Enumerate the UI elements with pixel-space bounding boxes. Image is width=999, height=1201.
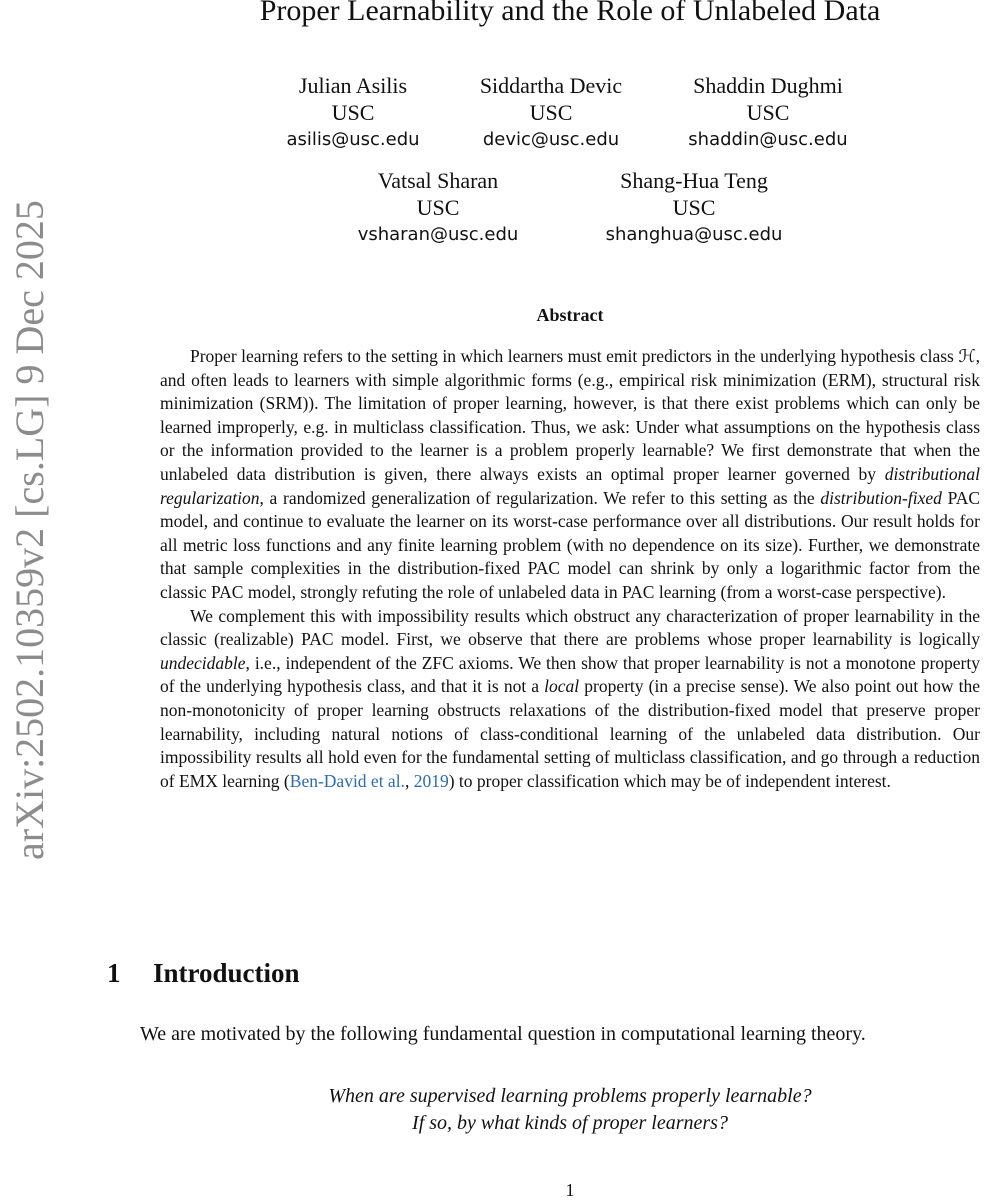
emphasis: undecidable: [160, 652, 246, 673]
paper-title: Proper Learnability and the Role of Unlabeled Data: [259, 0, 881, 27]
question-line: If so, by what kinds of proper learners?: [412, 1112, 728, 1134]
author-affiliation: USC: [416, 195, 460, 220]
emphasis: distributional regularization: [160, 463, 980, 508]
author-affiliation: USC: [529, 100, 573, 125]
emphasis: distribution-fixed: [820, 487, 942, 508]
author-name: Shaddin Dughmi: [693, 73, 843, 98]
author-email: devic@usc.edu: [482, 129, 620, 150]
citation-link[interactable]: Ben-David et al.: [289, 770, 405, 791]
section-title: Introduction: [153, 958, 300, 988]
author-name: Vatsal Sharan: [377, 168, 499, 193]
citation-year-link[interactable]: 2019: [413, 770, 449, 791]
author-affiliation: USC: [672, 195, 716, 220]
author-affiliation: USC: [331, 100, 375, 125]
intro-sentence: We are motivated by the following fundamental question in computational learning theory.: [140, 1023, 866, 1045]
author-block: [318, 167, 558, 248]
question-line: When are supervised learning problems properly learnable?: [328, 1085, 812, 1107]
author-block: [431, 72, 671, 153]
section-number: 1: [107, 958, 121, 988]
abstract-body: [160, 345, 980, 793]
author-email: shanghua@usc.edu: [605, 224, 783, 245]
author-affiliation: USC: [746, 100, 790, 125]
page-number: 1: [565, 1180, 575, 1200]
author-block: [574, 167, 814, 248]
author-name: Siddartha Devic: [479, 73, 623, 98]
author-name: Julian Asilis: [298, 73, 408, 98]
abstract-heading: Abstract: [536, 305, 604, 325]
motivating-question: [140, 1083, 999, 1137]
arxiv-identifier-stamp: arXiv:2502.10359v2 [cs.LG] 9 Dec 2025: [7, 200, 52, 860]
author-name: Shang-Hua Teng: [620, 168, 768, 193]
section-heading: [107, 958, 300, 989]
author-email: vsharan@usc.edu: [357, 224, 519, 245]
author-email: shaddin@usc.edu: [688, 129, 848, 150]
abstract-paragraph: Proper learning refers to the setting in which learners must emit predictors in the underlying hypothesis class ℋ, and often leads to learners with simple algorithmic forms (e.g., empirical risk minimization (ERM), structural risk minimization (SRM)). The limitation of proper learning, however, is that there exist problems which can only be learned improperly, e.g. in multiclass classification. Thus, we ask: Under what assumptions on the hypothesis class or the information provided to the learner is a problem properly learnable? We first demonstrate that when the unlabeled data distribution is given, there always exists an optimal proper learner governed by distributional regularization, a randomized generalization of regularization. We refer to this setting as the distribution-fixed PAC model, and continue to evaluate the learner on its worst-case performance over all distributions. Our result holds for all metric loss functions and any finite learning problem (with no dependence on its size). Further, we demonstrate that sample complexities in the distribution-fixed PAC model can shrink by only a logarithmic factor from the classic PAC model, strongly refuting the role of unlabeled data in PAC learning (from a worst-case perspective).: [160, 346, 981, 602]
author-block: [648, 72, 888, 153]
author-email: asilis@usc.edu: [286, 129, 420, 150]
emphasis: local: [544, 676, 580, 697]
abstract-paragraph: We complement this with impossibility results which obstruct any characterization of proper learnability in the classic (realizable) PAC model. First, we observe that there are problems whose proper learnability is logically undecidable, i.e., independent of the ZFC axioms. We then show that proper learnability is not a monotone property of the underlying hypothesis class, and that it is not a local property (in a precise sense). We also point out how the non-monotonicity of proper learning obstructs relaxations of the distribution-fixed model that preserve proper learnability, including natural notions of class-conditional learning of the unlabeled data distribution. Our impossibility results all hold even for the fundamental setting of multiclass classification, and go through a reduction of EMX learning (Ben-David et al., 2019) to proper classification which may be of independent interest.: [160, 605, 980, 791]
